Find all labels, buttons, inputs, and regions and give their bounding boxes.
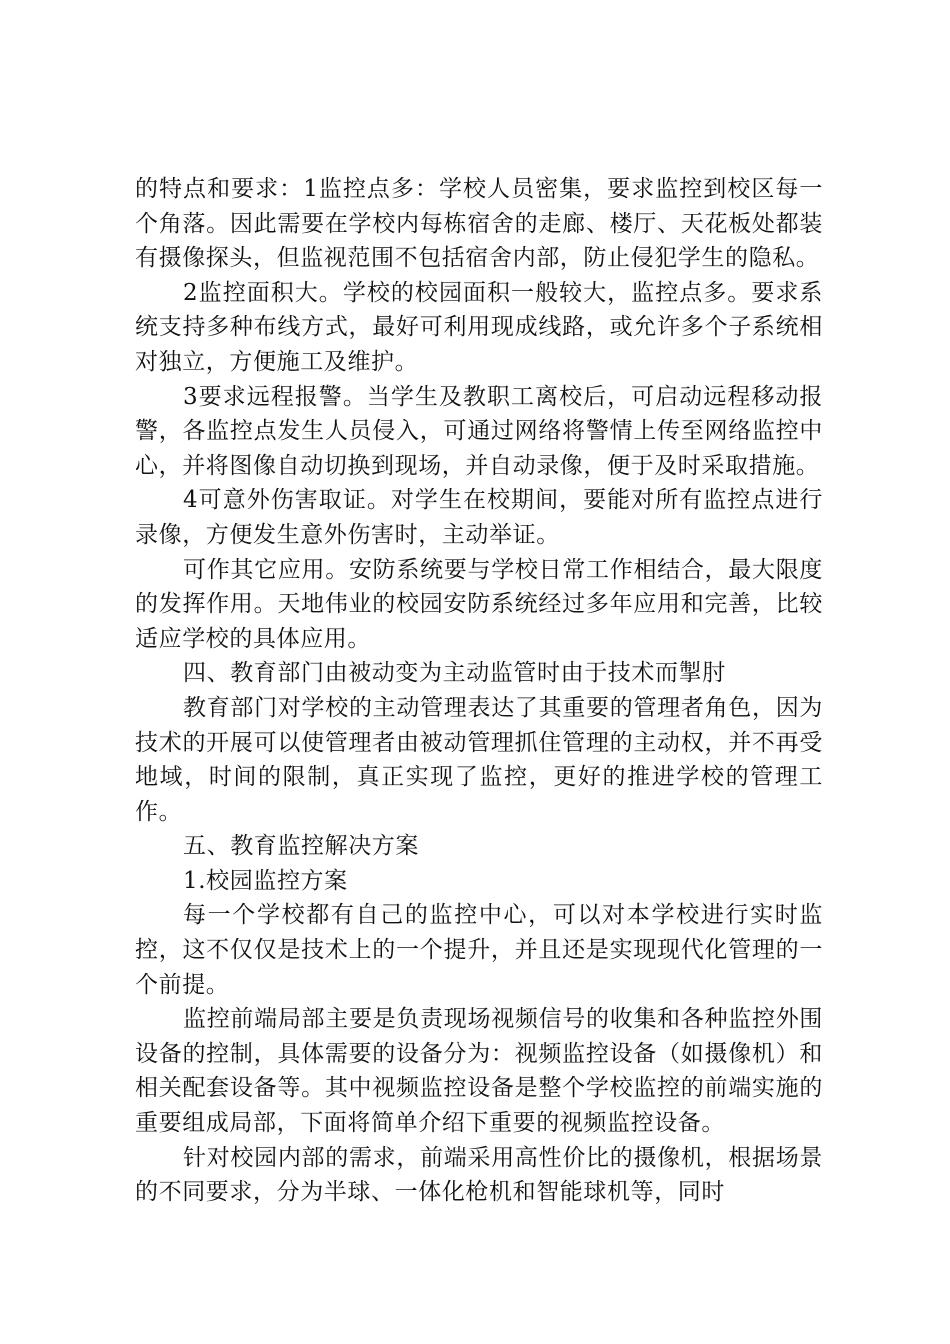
section-heading-four: 四、教育部门由被动变为主动监管时由于技术而掣肘 [183,660,726,687]
paragraph-active-management: 教育部门对学校的主动管理表达了其重要的管理者角色，因为技术的开展可以使管理者由被动管理抓住管理的主动权，并不再受地域，时间的限制，真正实现了监控，更好的推进学校的管理工作。 [135,694,823,825]
paragraph-remote-alarm: 3要求远程报警。当学生及教职工离校后，可启动远程移动报警，各监控点发生人员侵入，可通过网络将警情上传至网络监控中心，并将图像自动切换到现场，并自动录像，便于及时采取措施。 [135,383,823,479]
paragraph-large-area: 2监控面积大。学校的校园面积一般较大，监控点多。要求系统支持多种布线方式，最好可利用现成线路，或允许多个子系统相对独立，方便施工及维护。 [135,279,823,375]
section-heading-five: 五、教育监控解决方案 [183,833,419,860]
paragraph-front-end: 监控前端局部主要是负责现场视频信号的收集和各种监控外围设备的控制，具体需要的设备分为：视频监控设备（如摄像机）和相关配套设备等。其中视频监控设备是整个学校监控的前端实施的重要组成局部，下面将简单介绍下重要的视频监控设备。 [135,1006,823,1137]
document-body [135,172,823,1210]
paragraph-cameras: 针对校园内部的需求，前端采用高性价比的摄像机，根据场景的不同要求，分为半球、一体化枪机和智能球机等，同时 [135,1144,823,1206]
subsection-heading-campus-monitoring: 1.校园监控方案 [183,867,348,894]
paragraph-evidence: 4可意外伤害取证。对学生在校期间，要能对所有监控点进行录像，方便发生意外伤害时，主动举证。 [135,487,823,548]
paragraph-requirements-intro: 的特点和要求：1监控点多：学校人员密集，要求监控到校区每一个角落。因此需要在学校内每栋宿舍的走廊、楼厅、天花板处都装有摄像探头，但监视范围不包括宿舍内部，防止侵犯学生的隐私。 [135,176,823,272]
paragraph-monitoring-center: 每一个学校都有自己的监控中心，可以对本学校进行实时监控，这不仅仅是技术上的一个提升，并且还是实现现代化管理的一个前提。 [135,902,823,998]
paragraph-other-uses: 可作其它应用。安防系统要与学校日常工作相结合，最大限度的发挥作用。天地伟业的校园安防系统经过多年应用和完善，比较适应学校的具体应用。 [135,556,823,652]
